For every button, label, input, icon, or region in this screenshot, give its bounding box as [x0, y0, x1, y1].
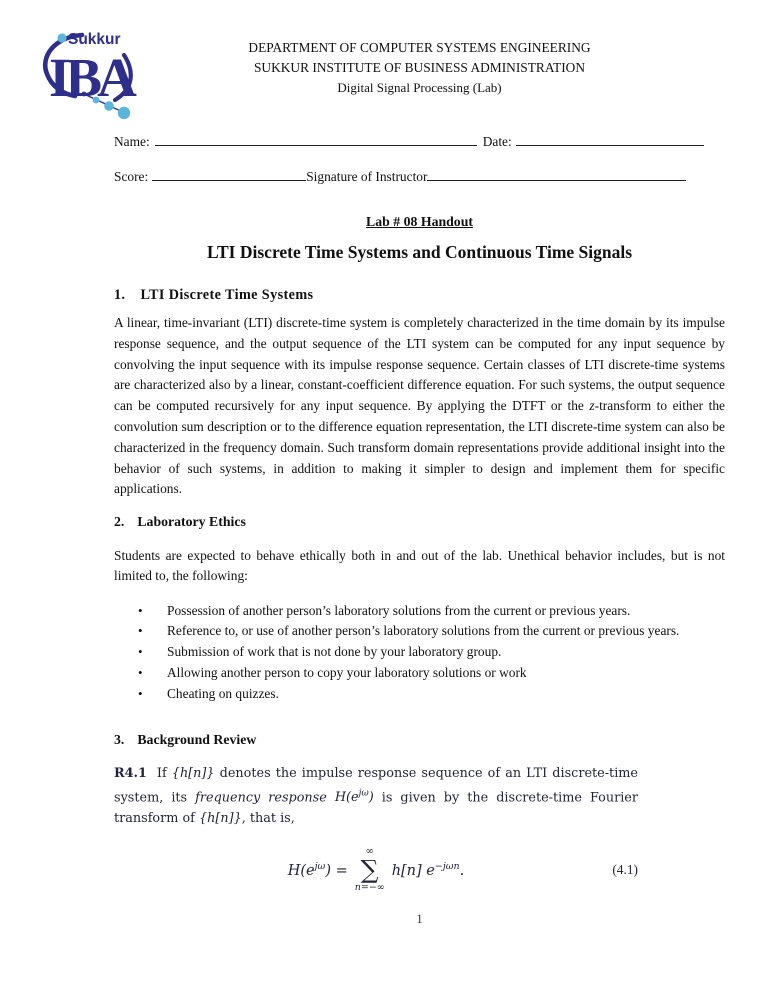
- list-item-text: Reference to, or use of another person’s laboratory solutions from the current or previous years.: [167, 623, 680, 639]
- section-heading-2: [114, 514, 725, 530]
- textbook-excerpt-r41: [114, 763, 638, 898]
- sigma-glyph: ∑: [360, 854, 379, 884]
- r41-paragraph: [114, 763, 638, 829]
- r41-run: If: [156, 765, 172, 781]
- r41-run: , that is,: [241, 810, 295, 826]
- sukkur-iba-logo: [38, 27, 152, 119]
- section-heading-1: [114, 287, 725, 304]
- header-line-department: DEPARTMENT OF COMPUTER SYSTEMS ENGINEERING: [248, 40, 591, 55]
- equation-lhs: [288, 861, 348, 879]
- paragraph-run: -transform to either the convolution sum description or to the difference equation representation, the LTI discrete-time system can also be characterized in the frequency domain. Such transform domain representations provide additional insight into the behavior of such systems, in addition to making it simpler to design and implement them for specific applications.: [114, 398, 725, 497]
- bullet-marker: •: [138, 685, 143, 701]
- list-item: [114, 684, 725, 705]
- list-item-text: Possession of another person’s laboratory solutions from the current or previous years.: [167, 602, 631, 618]
- ethics-bullet-list: [114, 601, 725, 705]
- r41-run: denotes the impulse response sequence of an LTI discrete-time system, its: [114, 765, 638, 805]
- section-title: Background Review: [137, 731, 257, 747]
- list-item-text: Cheating on quizzes.: [167, 685, 279, 701]
- logo-orbit-dot: [57, 33, 66, 42]
- bullet-marker: •: [138, 644, 143, 660]
- bullet-marker: •: [138, 602, 143, 618]
- math-superscript: −jωn: [434, 860, 460, 872]
- page-title: LTI Discrete Time Systems and Continuous Time Signals: [206, 242, 633, 262]
- logo-sukkur-text: Sukkur: [68, 31, 121, 48]
- math-h-n: {h[n]}: [198, 810, 242, 826]
- list-item-text: Submission of work that is not done by your laboratory group.: [167, 644, 502, 660]
- page-footer: [114, 912, 725, 927]
- bullet-marker: •: [138, 664, 143, 680]
- paragraph-run: A linear, time-invariant (LTI) discrete-time system is completely characterized in the time domain by its impulse response sequence, and the output sequence of the LTI system can be computed for any input sequence by convolving the input sequence with its impulse response sequence. Certain classes of LTI discrete-time systems are characterized also by a linear, constant-coefficient difference equation. For such systems, the output sequence can be computed recursively for any input sequence. By applying the DTFT or the: [114, 315, 725, 414]
- math-superscript: jω: [358, 788, 369, 799]
- summation-upper-limit: ∞: [365, 845, 374, 857]
- r41-label: R4.1: [114, 765, 147, 781]
- equation-4-1: [114, 842, 638, 898]
- math-run: H(e: [287, 862, 315, 879]
- date-field-line: [516, 132, 704, 146]
- list-item: [114, 601, 725, 622]
- signature-label: Signature of Instructor: [306, 169, 428, 184]
- math-superscript: jω: [314, 860, 326, 872]
- list-item-text: Allowing another person to copy your laboratory solutions or work: [167, 664, 527, 680]
- header-text-block: [114, 0, 725, 98]
- signature-field-line: [427, 167, 686, 181]
- math-run: ) =: [325, 862, 348, 879]
- ethics-intro-paragraph: Students are expected to behave ethically both in and out of the lab. Unethical behavior includes, but is not limited to, the following:: [114, 547, 725, 584]
- name-field-line: [155, 132, 477, 146]
- document-header: [0, 0, 768, 118]
- header-line-course: Digital Signal Processing (Lab): [337, 80, 502, 95]
- bullet-marker: •: [138, 623, 143, 639]
- list-item: [114, 642, 725, 663]
- math-run: H(e: [326, 789, 359, 805]
- frequency-response-italic: frequency response: [195, 789, 327, 805]
- equation-4-1-row: [114, 842, 638, 898]
- summation-symbol: [355, 847, 385, 893]
- section-title: LTI Discrete Time Systems: [140, 287, 314, 303]
- sukkur-iba-logo-graphic: [38, 27, 152, 119]
- page-number: 1: [416, 912, 423, 926]
- math-h-n: {h[n]}: [171, 765, 215, 781]
- lab-number-text: Lab # 08 Handout: [366, 214, 473, 229]
- section-number: 2.: [114, 513, 125, 529]
- section-number: 1.: [114, 287, 126, 303]
- z-transform-italic: z: [589, 398, 595, 414]
- list-item: [114, 621, 725, 642]
- logo-iba-monogram: IBA: [49, 47, 132, 108]
- logo-dot-3: [118, 107, 130, 119]
- score-signature-row: [114, 167, 725, 187]
- math-H-ejw: [327, 790, 374, 805]
- score-label: Score:: [114, 169, 149, 184]
- section-heading-3: [114, 732, 725, 748]
- equation-rhs: [392, 861, 465, 879]
- math-run: ): [368, 789, 374, 805]
- header-line-institute: SUKKUR INSTITUTE OF BUSINESS ADMINISTRATION: [253, 60, 586, 75]
- date-label: Date:: [482, 134, 512, 149]
- r41-run: is given by the discrete-time Fourier transform of: [114, 789, 638, 826]
- section-number: 3.: [114, 731, 125, 747]
- list-item: [114, 663, 725, 684]
- lab-number-heading: [114, 213, 725, 231]
- math-run: .: [459, 862, 465, 879]
- section-title: Laboratory Ethics: [137, 513, 246, 529]
- equation-number: (4.1): [612, 861, 638, 877]
- score-field-line: [152, 167, 306, 181]
- name-label: Name:: [114, 134, 150, 149]
- section-1-paragraph: [114, 313, 725, 500]
- name-date-row: [114, 132, 725, 152]
- summation-lower-limit: n=−∞: [354, 881, 385, 893]
- math-run: h[n] e: [391, 862, 435, 879]
